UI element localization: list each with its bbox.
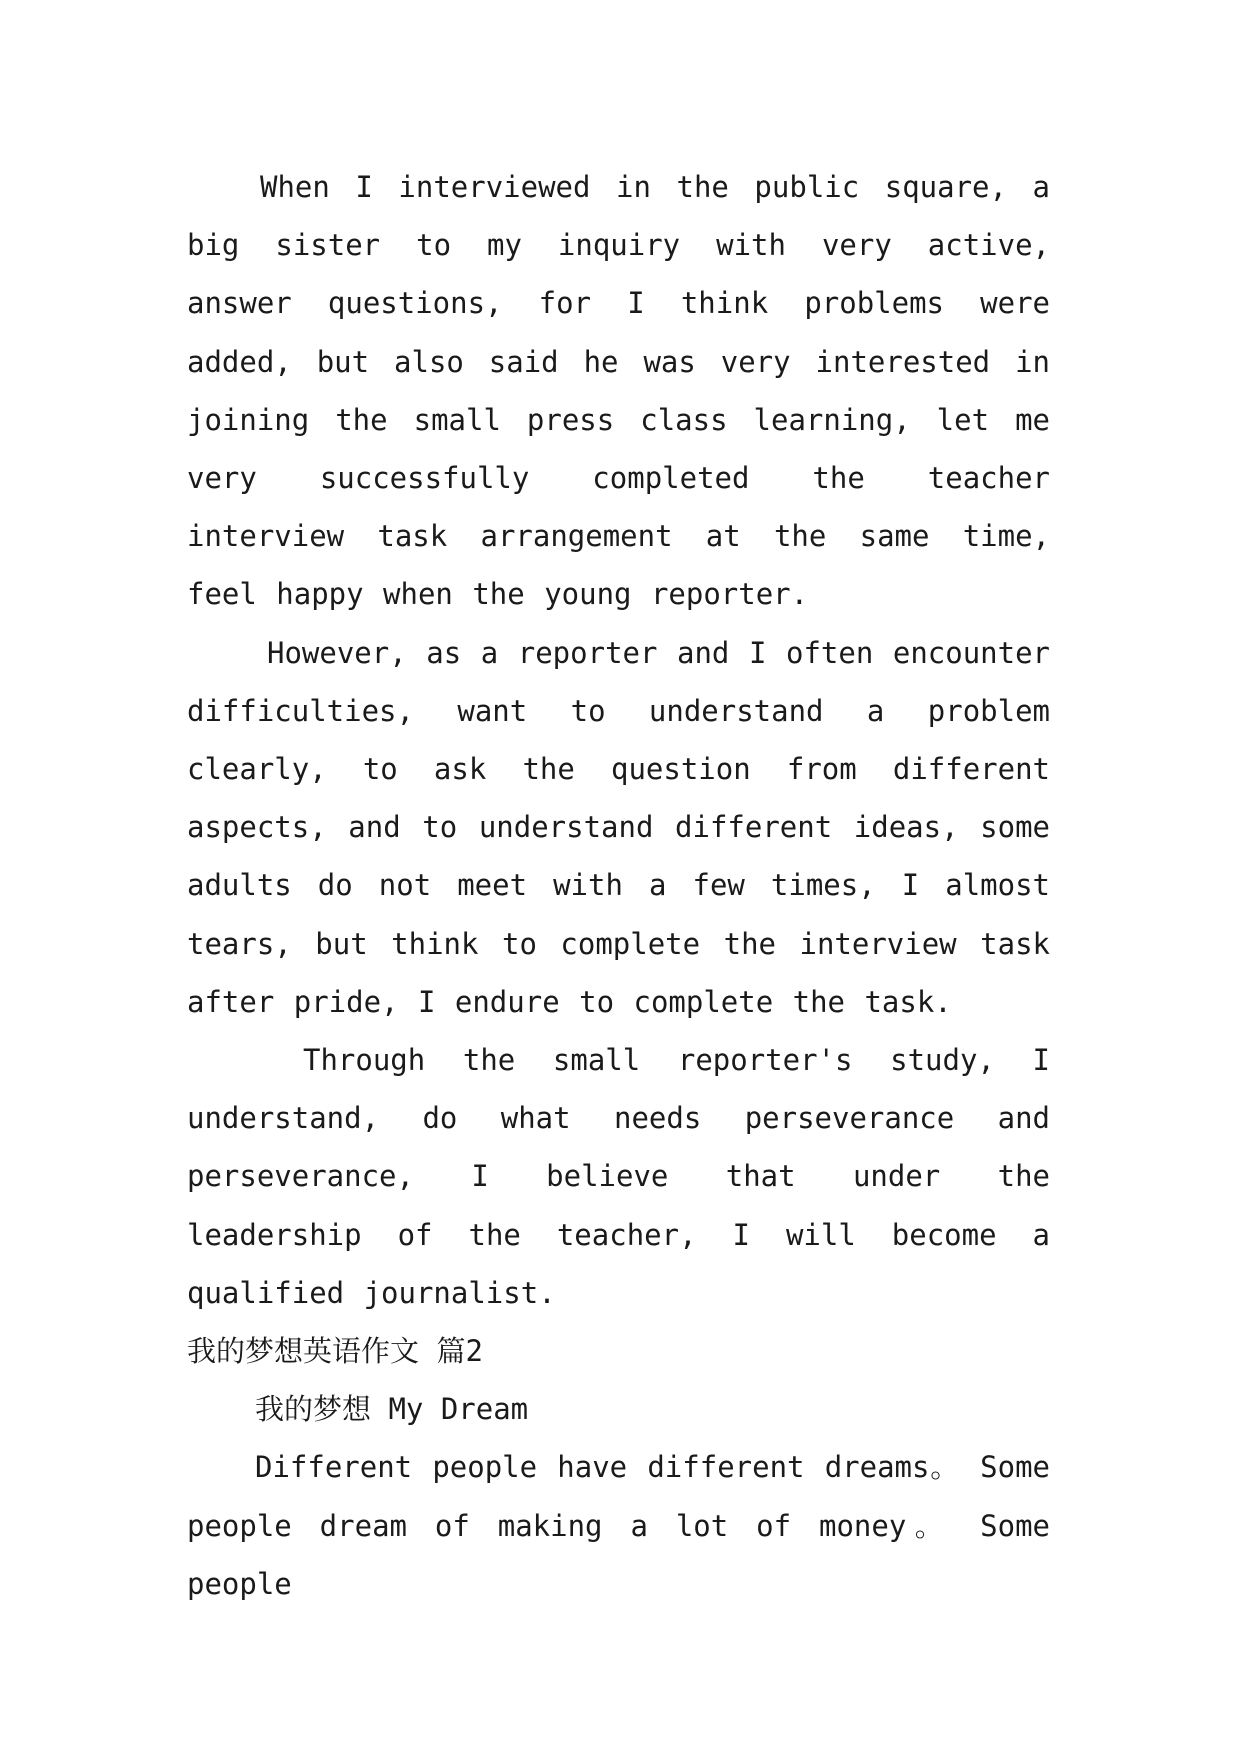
essay-subtitle: 我的梦想 My Dream: [255, 1392, 529, 1427]
paragraph-conclusion: Through the small reporter's study, I understand, do what needs perseverance and perseverance, I believe that under the leadership of the teacher, I will become a qualified journalist.: [187, 1043, 1050, 1310]
essay-heading: 我的梦想英语作文 篇2: [187, 1334, 483, 1369]
paragraph-dream-intro: Different people have different dreams。 Some people dream of making a lot of money。 Some people: [187, 1450, 1050, 1601]
paragraph-difficulties: However, as a reporter and I often encounter difficulties, want to understand a problem clearly, to ask the question from different aspects, and to understand different ideas, some adults do not meet with a few times, I almost tears, but think to complete the interview task after pride, I endure to complete the task.: [187, 635, 1050, 1019]
document-body: [187, 158, 1050, 1613]
paragraph-interview: When I interviewed in the public square, a big sister to my inquiry with very active, answer questions, for I think problems were added, but also said he was very interested in joining the small press class learning, let me very successfully completed the teacher interview task arrangement at the same time, feel happy when the young reporter.: [187, 170, 1050, 612]
